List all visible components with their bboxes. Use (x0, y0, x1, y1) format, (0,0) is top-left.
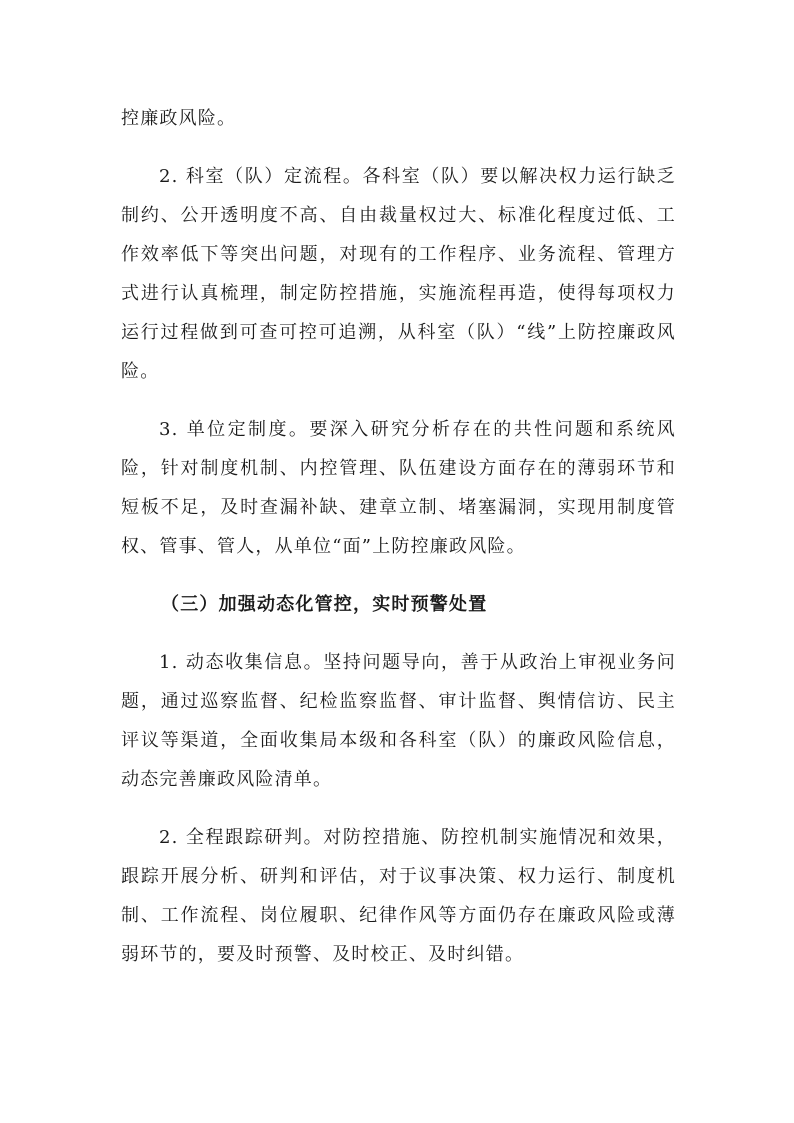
paragraph-continuation: 控廉政风险。 (121, 108, 237, 129)
section-heading: （三）加强动态化管控，实时预警处置 (161, 594, 488, 615)
paragraph-gap (121, 138, 676, 157)
paragraph-unit-system: 3. 单位定制度。要深入研究分析存在的共性问题和系统风险，针对制度机制、内控管理、队伍建设方面存在的薄弱环节和短板不足，及时查漏补缺、建章立制、堵塞漏洞，实现用制度管权、管事、管人，从单位“面”上防控廉政风险。 (121, 419, 676, 557)
paragraph-track-analysis: 2. 全程跟踪研判。对防控措施、防控机制实施情况和效果，跟踪开展分析、研判和评估，对于议事决策、权力运行、制度机制、工作流程、岗位履职、纪律作风等方面仍存在廉政风险或薄弱环节的，要及时预警、及时校正、及时纠错。 (121, 827, 676, 965)
paragraph-gap (121, 391, 676, 410)
paragraph-collect-info: 1. 动态收集信息。坚持问题导向，善于从政治上审视业务问题，通过巡察监督、纪检监察监督、审计监督、舆情信访、民主评议等渠道，全面收集局本级和各科室（队）的廉政风险信息，动态完善廉政风险清单。 (121, 652, 676, 790)
paragraph-section-process: 2. 科室（队）定流程。各科室（队）要以解决权力运行缺乏制约、公开透明度不高、自由裁量权过大、标准化程度过低、工作效率低下等突出问题，对现有的工作程序、业务流程、管理方式进行认真梳理，制定防控措施，实施流程再造，使得每项权力运行过程做到可查可控可追溯，从科室（队）“线”上防控廉政风险。 (121, 166, 676, 382)
paragraph-gap (121, 624, 676, 643)
paragraph-gap (121, 566, 676, 585)
document-body (121, 99, 676, 974)
paragraph-gap (121, 799, 676, 818)
